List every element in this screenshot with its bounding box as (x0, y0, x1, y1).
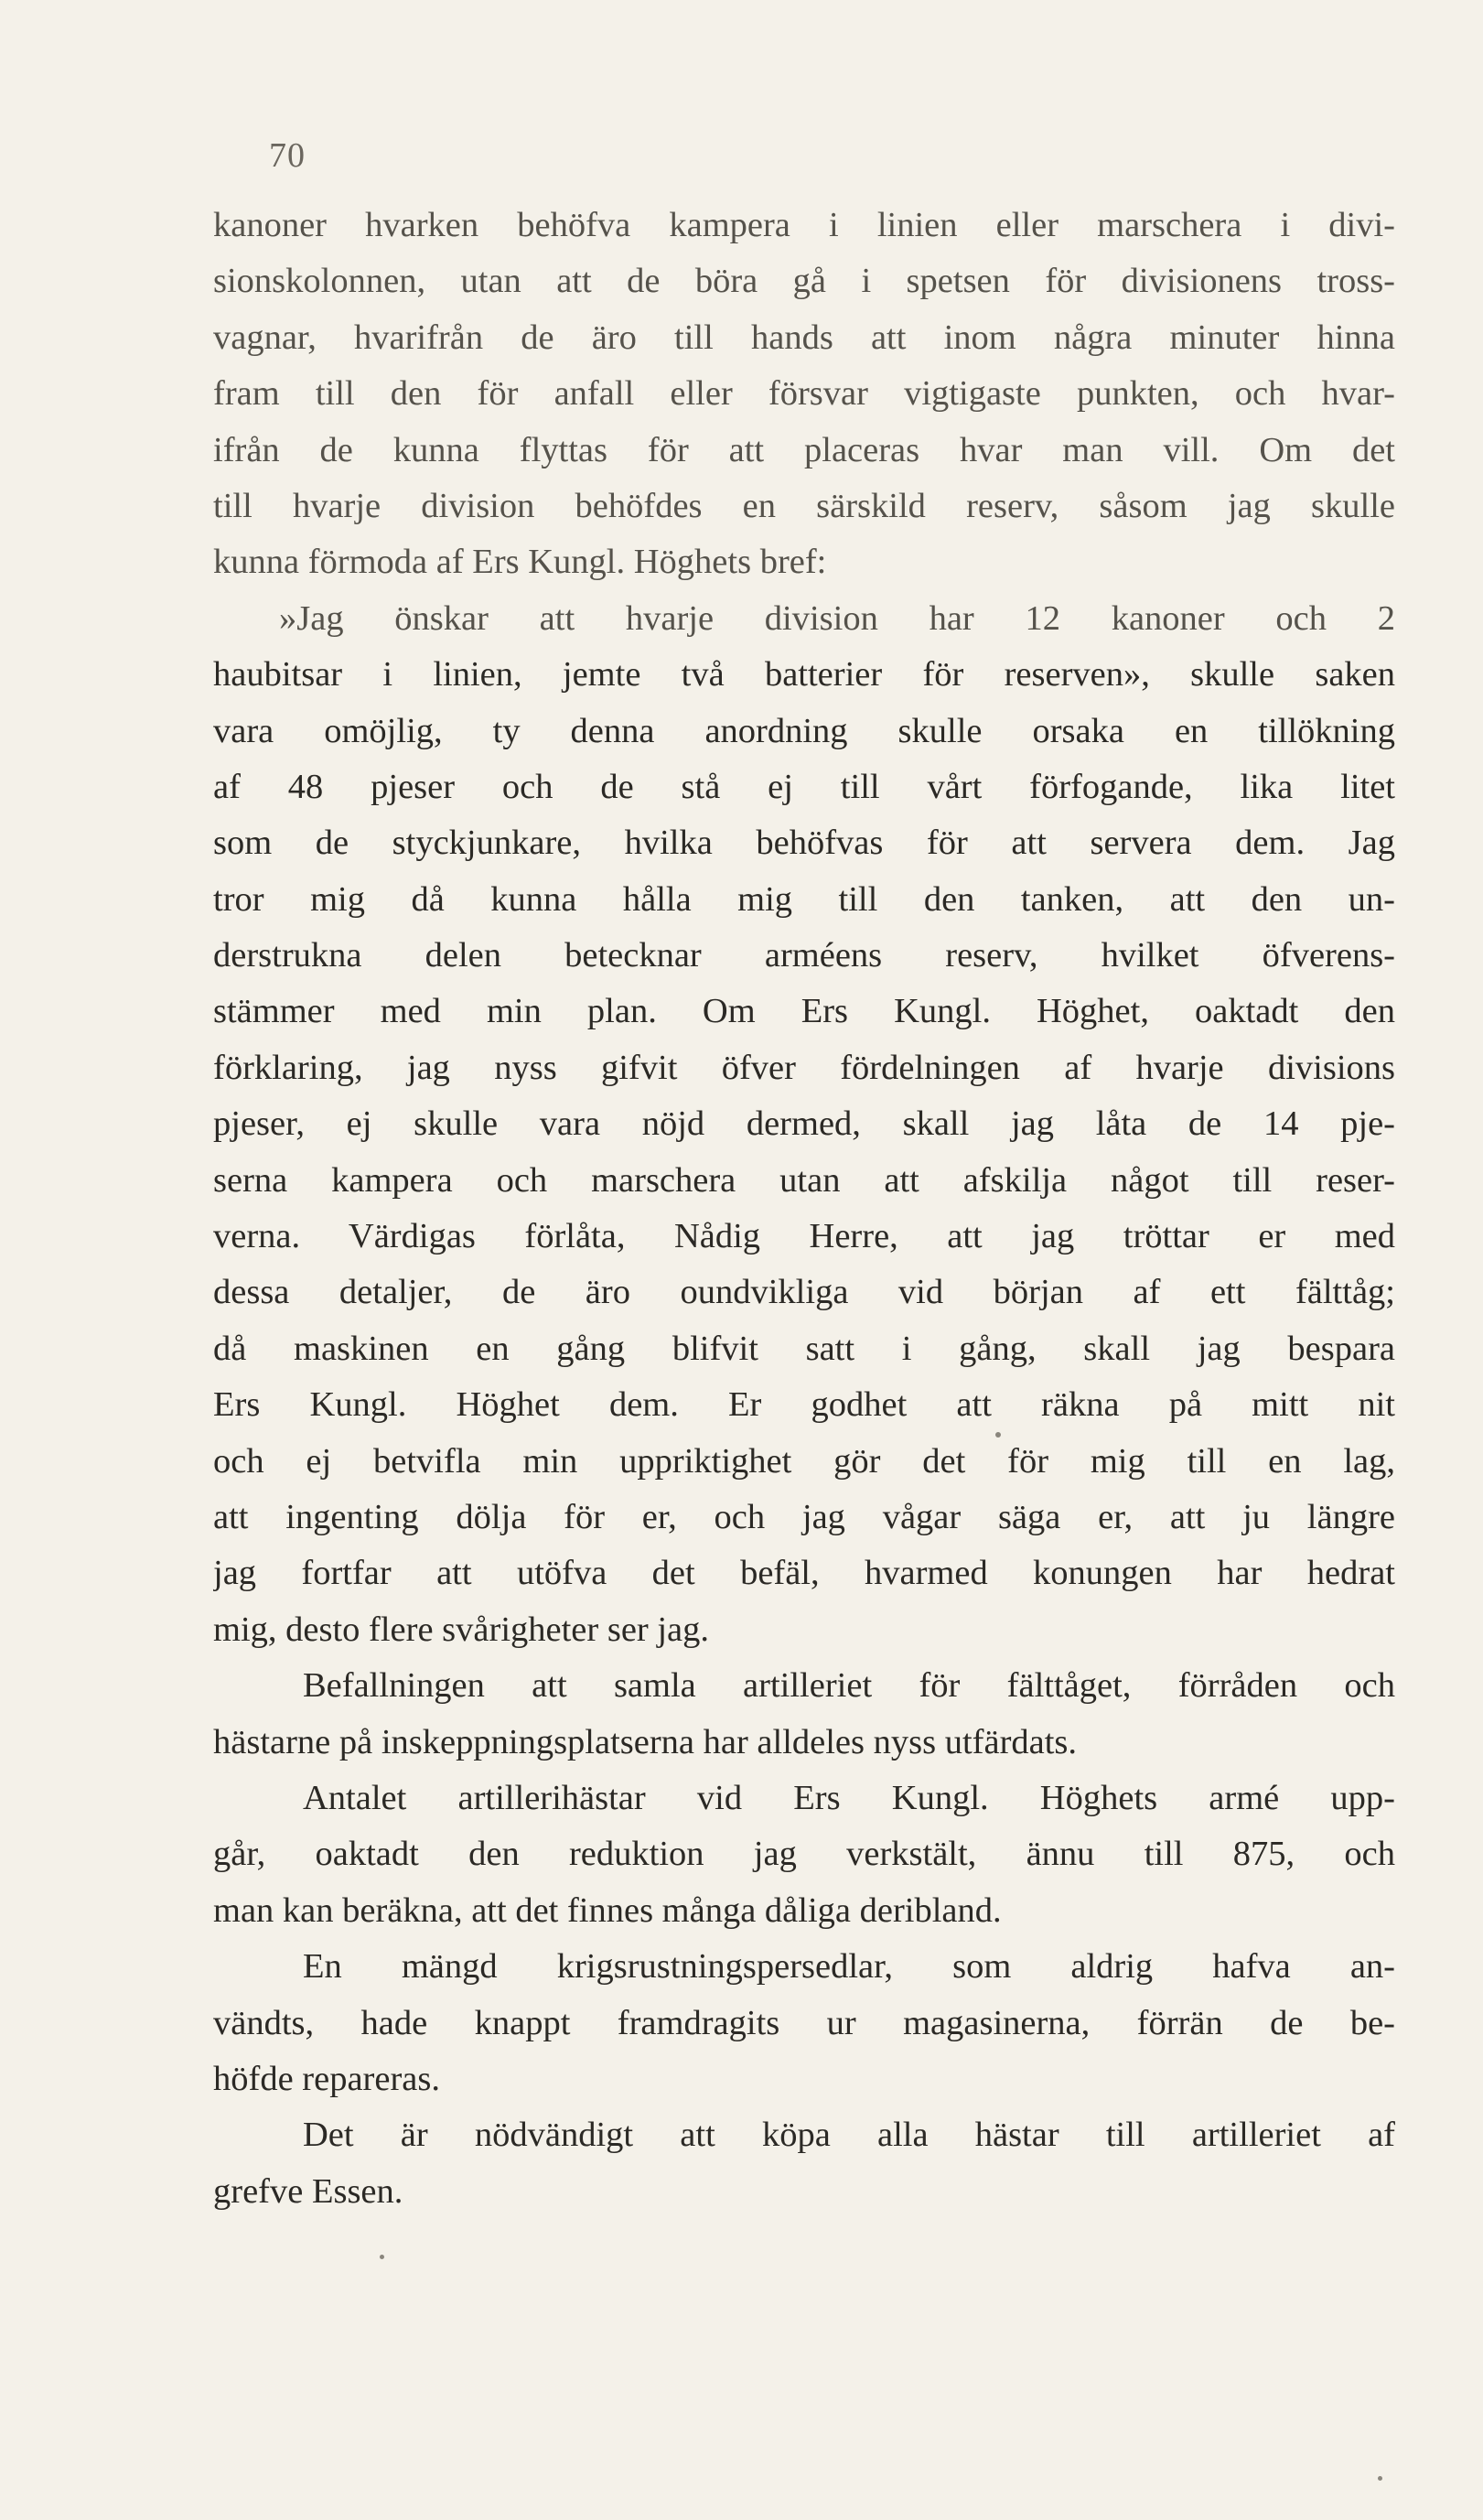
text-line: mig, desto flere svårigheter ser jag. (213, 1610, 710, 1649)
text-line: kunna förmoda af Ers Kungl. Höghets bref: (213, 543, 827, 582)
text-line: hästarne på inskeppningsplatserna har alldeles nyss utfärdats. (213, 1722, 1078, 1761)
text-line: att ingenting dölja för er, och jag vågar säga er, att ju längre (213, 1497, 1395, 1536)
text-line: kanoner hvarken behöfva kampera i linien eller marschera i divi- (213, 206, 1395, 244)
text-line: stämmer med min plan. Om Ers Kungl. Höghet, oaktadt den (213, 992, 1395, 1031)
text-line: som de styckjunkare, hvilka behöfvas för att servera dem. Jag (213, 824, 1395, 863)
text-line: Antalet artillerihästar vid Ers Kungl. Höghets armé upp- (303, 1778, 1395, 1817)
text-line: då maskinen en gång blifvit satt i gång, skall jag bespara (213, 1329, 1395, 1368)
text-line: serna kampera och marschera utan att afskilja något till reser- (213, 1160, 1395, 1200)
text-line: man kan beräkna, att det finnes många dåliga deribland. (213, 1890, 1002, 1930)
text-line: pjeser, ej skulle vara nöjd dermed, skall jag låta de 14 pje- (213, 1104, 1395, 1144)
text-line: höfde repareras. (213, 2059, 440, 2098)
ink-speck (380, 2255, 384, 2259)
text-line: vara omöjlig, ty denna anordning skulle orsaka en tillökning (213, 711, 1395, 750)
page-number: 70 (269, 136, 306, 175)
text-line: ifrån de kunna flyttas för att placeras hvar man vill. Om det (213, 430, 1395, 469)
text-line: haubitsar i linien, jemte två batterier för reserven», skulle saken (213, 655, 1395, 695)
ink-speck (1378, 2476, 1382, 2481)
text-line: derstrukna delen betecknar arméens reserv, hvilket öfverens- (213, 936, 1395, 975)
text-line: verna. Värdigas förlåta, Nådig Herre, att jag tröttar er med (213, 1217, 1395, 1256)
text-line: sionskolonnen, utan att de böra gå i spetsen för divisionens tross- (213, 262, 1395, 301)
text-line: vändts, hade knappt framdragits ur magasinerna, förrän de be- (213, 2003, 1395, 2042)
text-line: Ers Kungl. Höghet dem. Er godhet att räkna på mitt nit (213, 1385, 1395, 1425)
text-line: fram till den för anfall eller försvar vigtigaste punkten, och hvar- (213, 374, 1395, 414)
text-line: förklaring, jag nyss gifvit öfver fördelningen af hvarje divisions (213, 1048, 1395, 1087)
text-line: dessa detaljer, de äro oundvikliga vid början af ett fälttåg; (213, 1273, 1395, 1312)
text-line: till hvarje division behöfdes en särskild reserv, såsom jag skulle (213, 486, 1395, 525)
text-line: Det är nödvändigt att köpa alla hästar till artilleriet af (303, 2116, 1395, 2155)
text-line: af 48 pjeser och de stå ej till vårt förfogande, lika litet (213, 767, 1395, 806)
text-line: vagnar, hvarifrån de äro till hands att inom några minuter hinna (213, 318, 1395, 357)
text-line: går, oaktadt den reduktion jag verkstält, ännu till 875, och (213, 1835, 1395, 1874)
text-line: grefve Essen. (213, 2171, 403, 2211)
text-line: »Jag önskar att hvarje division har 12 kanoner och 2 (279, 598, 1395, 638)
text-line: och ej betvifla min uppriktighet gör det för mig till en lag, (213, 1441, 1395, 1481)
text-line: tror mig då kunna hålla mig till den tanken, att den un- (213, 879, 1395, 919)
ink-speck (995, 1432, 1001, 1438)
text-line: Befallningen att samla artilleriet för fälttåget, förråden och (303, 1666, 1395, 1706)
text-line: En mängd krigsrustningspersedlar, som aldrig hafva an- (303, 1947, 1395, 1987)
body-text (213, 198, 1395, 2220)
text-line: jag fortfar att utöfva det befäl, hvarmed konungen har hedrat (213, 1554, 1395, 1593)
